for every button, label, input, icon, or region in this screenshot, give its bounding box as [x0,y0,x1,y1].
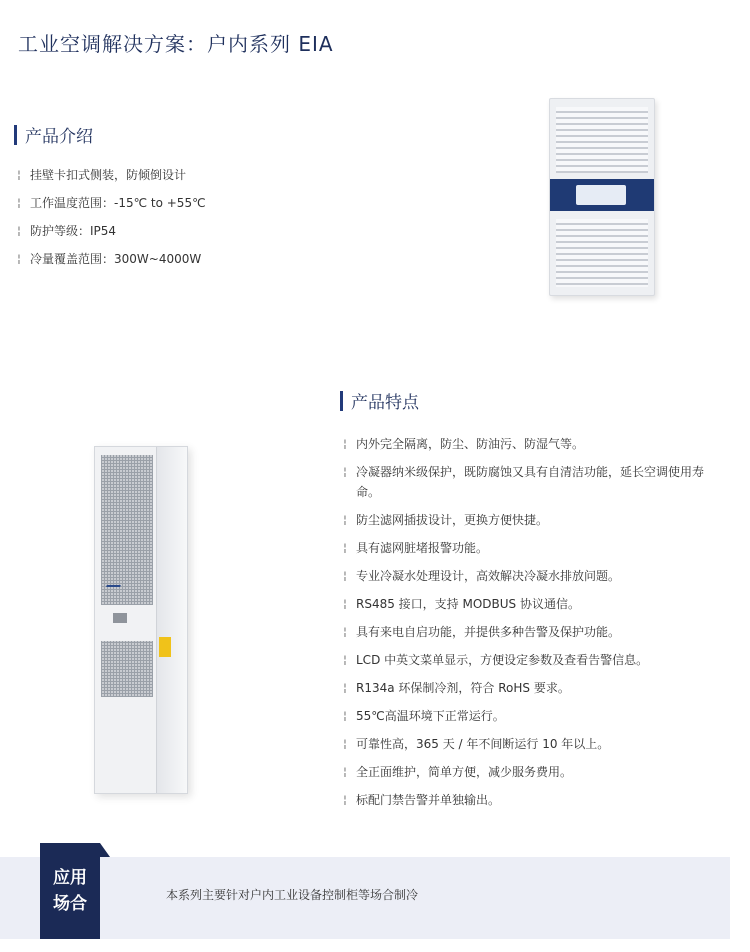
application-label-line2: 场合 [53,894,87,914]
features-heading [340,388,419,413]
product-image-cabinet-unit [94,446,188,794]
lower-mesh-grille [101,641,153,697]
bullet-icon: ¦ [343,465,347,478]
bullet-icon: ¦ [343,653,347,666]
list-item [340,538,725,558]
intro-heading [14,122,93,147]
list-item [14,216,206,244]
list-item [340,622,725,642]
upper-grille [556,107,648,173]
intro-heading-text: 产品介绍 [25,127,93,147]
feature-item-text: 防尘滤网插拔设计，更换方便快捷。 [356,513,549,527]
bullet-icon: ¦ [343,437,347,450]
list-item [340,706,725,726]
intro-item-text: 防护等级：IP54 [30,223,117,238]
feature-item-text: LCD 中英文菜单显示，方便设定参数及查看告警信息。 [356,653,649,667]
feature-item-text: 冷凝器纳米级保护，既防腐蚀又具有自清洁功能，延长空调使用寿命。 [356,465,705,499]
feature-item-text: 内外完全隔离，防尘、防油污、防湿气等。 [356,437,585,451]
list-item [14,244,206,272]
intro-item-text: 挂壁卡扣式侧装，防倾倒设计 [30,167,187,182]
corner-triangle [100,843,110,857]
list-item [340,434,725,454]
display-panel [576,185,626,205]
bullet-icon: ¦ [343,513,347,526]
list-item [14,160,206,188]
list-item [340,510,725,530]
intro-item-text: 冷量覆盖范围：300W~4000W [30,251,202,266]
features-heading-text: 产品特点 [351,393,419,413]
list-item [340,462,725,502]
bullet-icon: ¦ [17,223,21,237]
feature-item-text: 全正面维护，简单方便，减少服务费用。 [356,765,573,779]
side-panel [156,447,187,793]
bullet-icon: ¦ [343,597,347,610]
bullet-icon: ¦ [343,569,347,582]
feature-list [340,434,725,818]
list-item [340,566,725,586]
bullet-icon: ¦ [343,681,347,694]
application-label-line1: 应用 [53,868,87,888]
bullet-icon: ¦ [343,793,347,806]
application-text: 本系列主要针对户内工业设备控制柜等场合制冷 [166,888,419,902]
lower-grille [556,219,648,287]
bullet-icon: ¦ [343,709,347,722]
intro-list [14,160,206,272]
feature-item-text: RS485 接口，支持 MODBUS 协议通信。 [356,597,580,611]
heading-bar [14,125,17,145]
bullet-icon: ¦ [343,541,347,554]
bullet-icon: ¦ [343,625,347,638]
list-item [340,790,725,810]
list-item [340,650,725,670]
feature-item-text: R134a 环保制冷剂，符合 RoHS 要求。 [356,681,570,695]
feature-item-text: 可靠性高，365 天 / 年不间断运行 10 年以上。 [356,737,610,751]
bullet-icon: ¦ [343,765,347,778]
list-item [14,188,206,216]
list-item [340,678,725,698]
bullet-icon: ¦ [17,167,21,181]
bullet-icon: ¦ [343,737,347,750]
intro-item-text: 工作温度范围：-15℃ to +55℃ [30,195,206,210]
upper-mesh-grille [101,455,153,605]
feature-item-text: 标配门禁告警并单独输出。 [356,793,501,807]
heading-bar [340,391,343,411]
list-item [340,734,725,754]
application-label-box [40,843,100,939]
list-item [340,594,725,614]
page-title: 工业空调解决方案：户内系列 EIA [18,32,334,56]
feature-item-text: 具有来电自启功能，并提供多种告警及保护功能。 [356,625,621,639]
warning-label [159,637,171,657]
list-item [340,762,725,782]
controller-display [113,613,127,623]
bullet-icon: ¦ [17,195,21,209]
feature-item-text: 专业冷凝水处理设计，高效解决冷凝水排放问题。 [356,569,621,583]
feature-item-text: 55℃高温环境下正常运行。 [356,709,505,723]
feature-item-text: 具有滤网脏堵报警功能。 [356,541,489,555]
product-image-door-mount-unit [549,98,655,296]
bullet-icon: ¦ [17,251,21,265]
